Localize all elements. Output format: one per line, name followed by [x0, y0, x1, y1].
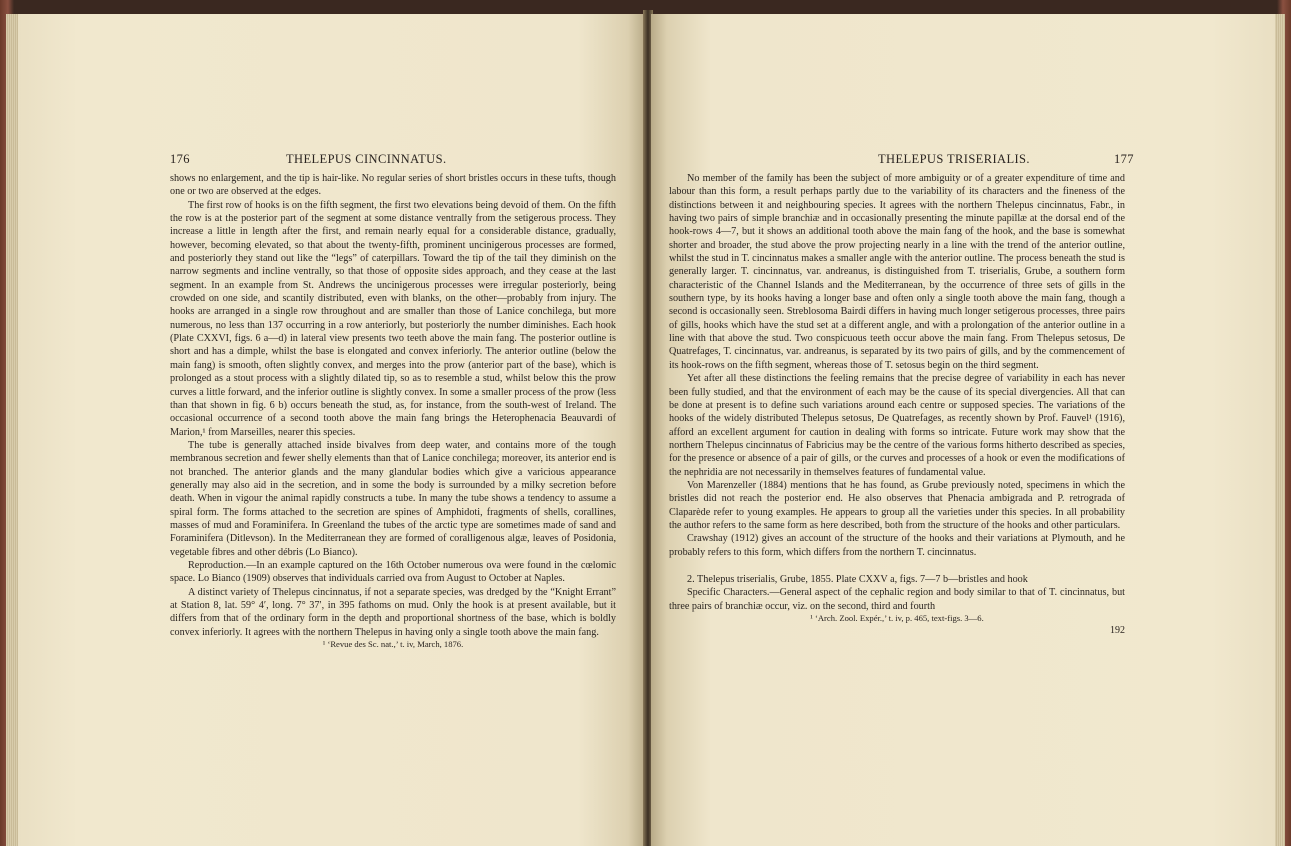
footnote: ¹ ‘Arch. Zool. Expér.,’ t. iv, p. 465, text-figs. 3—6.	[810, 613, 984, 623]
right-body-text	[669, 172, 1125, 637]
left-page-number: 176	[170, 152, 190, 166]
right-page	[651, 14, 1275, 846]
left-page-edges	[6, 14, 18, 846]
specific-characters: Specific Characters.—General aspect of the cephalic region and body similar to that of T. cincinnatus, but three pairs of branchiæ occur, viz. on the second, third and fourth	[669, 587, 1125, 612]
paragraph: Von Marenzeller (1884) mentions that he has found, as Grube previously noted, specimens in which the bristles did not reach the posterior end. He also observes that Phenacia ambigrada and P. retrograda of Claparède refer to young examples. He appears to group all the varieties under this species. In all probability the author refers to the same form as here described, both from the structure of the hooks and other particulars.	[669, 479, 1125, 531]
left-page	[18, 14, 645, 846]
left-running-header: THELEPUS CINCINNATUS.	[286, 152, 447, 166]
left-body-text	[170, 172, 616, 650]
right-page-number: 177	[1114, 152, 1134, 166]
species-heading: 2. Thelepus triserialis, Grube, 1855. Plate CXXV a, figs. 7—7 b—bristles and hook	[687, 573, 1028, 585]
paragraph: No member of the family has been the subject of more ambiguity or of a greater expenditure of time and labour than this form, a result perhaps partly due to the variability of its characters and the fineness of the distinctions between it and neighbouring species. It agrees with the northern Thelepus cincinnatus, Fabr., in having two pairs of simple branchiæ and in occasionally presenting the minute papillæ at the dorsal end of the hook-rows 4—7, but it shows an additional tooth above the main fang of the hook, and the base is somewhat shorter and broader, the stud above the prow projecting nearly in a line with the trend of the anterior outline, whilst the stud in T. cincinnatus makes a smaller angle with the anterior outline. The process beneath the stud is generally larger. T. cincinnatus, var. andreanus, is distinguished from T. triserialis, Grube, a southern form characteristic of the Channel Islands and the Mediterranean, by the occurrence of three sets of gills in the southern type, by its hooks having a longer base and often only a single tooth above the main fang, though a second is occasionally seen. Streblosoma Bairdi differs in having much longer setigerous processes, three pairs of gills, hooks which have the stud set at a different angle, and with a prolongation of the anterior outline in a line with that above the stud. Two conspicuous teeth occur above the main fang. From Thelepus setosus, De Quatrefages, T. cincinnatus, var. andreanus, is separated by its two pairs of gills, and by the commencement of its hook-rows on the fifth segment, whereas those of T. setosus begin on the third segment.	[669, 173, 1125, 371]
paragraph: A distinct variety of Thelepus cincinnatus, if not a separate species, was dredged by the “Knight Errant” at Station 8, lat. 59° 4′, long. 7° 37′, in 395 fathoms on mud. Only the hook is at present available, but it differs from that of the ordinary form in the depth and proportional shortness of the base, which is boldly convex inferiorly. It agrees with the northern Thelepus in having only a single tooth above the main fang.	[170, 586, 616, 638]
right-running-header: THELEPUS TRISERIALIS.	[878, 152, 1030, 166]
paragraph: shows no enlargement, and the tip is hair-like. No regular series of short bristles occurs in these tufts, though one or two are observed at the edges.	[170, 173, 616, 198]
signature-mark: 192	[1110, 625, 1125, 636]
paragraph: Crawshay (1912) gives an account of the structure of the hooks and their variations at Plymouth, and he probably refers to this form, which differs from the northern T. cincinnatus.	[669, 533, 1125, 558]
paragraph: The tube is generally attached inside bivalves from deep water, and contains more of the tough membranous secretion and fewer shelly elements than that of Lanice conchilega; moreover, its anterior end is not branched. The anterior glands and the many glandular bodies which give a varicious appearance generally may also aid in the secretion, and in some the body is surrounded by a milky secretion before death. When in vigour the animal rapidly constructs a tube. In many the tube shows a tendency to assume a spiral form. The forms attached to the secretion are spines of Amphidoti, fragments of shells, corallines, masses of mud and Foraminifera. In Greenland the tubes of the arctic type are sometimes made of sand and Foraminifera (Ditlevson). In the Mediterranean they are formed of coralligenous algæ, leaves of Posidonia, vegetable fibres and other débris (Lo Bianco).	[170, 439, 616, 558]
paragraph: The first row of hooks is on the fifth segment, the first two elevations being devoid of them. On the fifth the row is at the posterior part of the segment at some distance ventrally from the setigerous process. They increase a little in length after the first, and remain nearly equal for a considerable distance, gradually, however, becoming elevated, so that about the twenty-fifth, prominent uncinigerous processes are formed, and posteriorly they stand out like the “legs” of caterpillars. Toward the tip of the tail they diminish on the narrow segments and incline ventrally, so that those of opposite sides approach, and they cease at the last segment. In an example from St. Andrews the uncinigerous processes were irregular posteriorly, being crowded on one side, and scantily distributed, even with blanks, on the other—probably from injury. The hooks are arranged in a single row throughout and are smaller than those of Lanice conchilega, but more numerous, no less than 137 occurring in a row anteriorly, but posteriorly the number diminishes. Each hook (Plate CXXVI, figs. 6 a—d) in lateral view presents two teeth above the main fang. The posterior outline is short and has a dimple, whilst the base is elongated and convex inferiorly. The anterior outline (below the main fang) is smooth, often slightly convex, and merges into the prow (anterior part of the base), which is prolonged as a stout process with a slightly dilated tip, so as to resemble a stud, whilst below this the prow curves a little forward, and the inferior outline is slightly convex. In some a smaller process of the prow (less than that shown in fig. 6 b) occurs beneath the stud, as, for instance, from the south-west of Ireland. The occasional occurrence of a second tooth above the main fang brings the Heterophenacia Beauvardi of Marion,¹ from Marseilles, nearer this species.	[170, 199, 616, 438]
footnote: ¹ ‘Revue des Sc. nat.,’ t. iv, March, 1876.	[322, 639, 464, 650]
paragraph: Reproduction.—In an example captured on the 16th October numerous ova were found in the cœlomic space. Lo Bianco (1909) observes that individuals carried ova from August to October at Naples.	[170, 559, 616, 585]
paragraph: Yet after all these distinctions the feeling remains that the precise degree of variability in each has never been fully studied, and that the environment of each may be the cause of its special divergencies. All that can be done at present is to define such variations around each centre or supposed species. The variations of the hooks of the widely distributed Thelepus setosus, De Quatrefages, as recently shown by Prof. Fauvel¹ (1916), afford an excellent argument for caution in dealing with forms so intricate. Future work may show that the northern Thelepus cincinnatus of Fabricius may be the centre of the various forms hitherto described as species, for the presence or absence of a pair of gills, or the curves and processes of a hook or even the modifications of the nephridia are not necessarily in themselves features of fundamental value.	[669, 373, 1125, 478]
